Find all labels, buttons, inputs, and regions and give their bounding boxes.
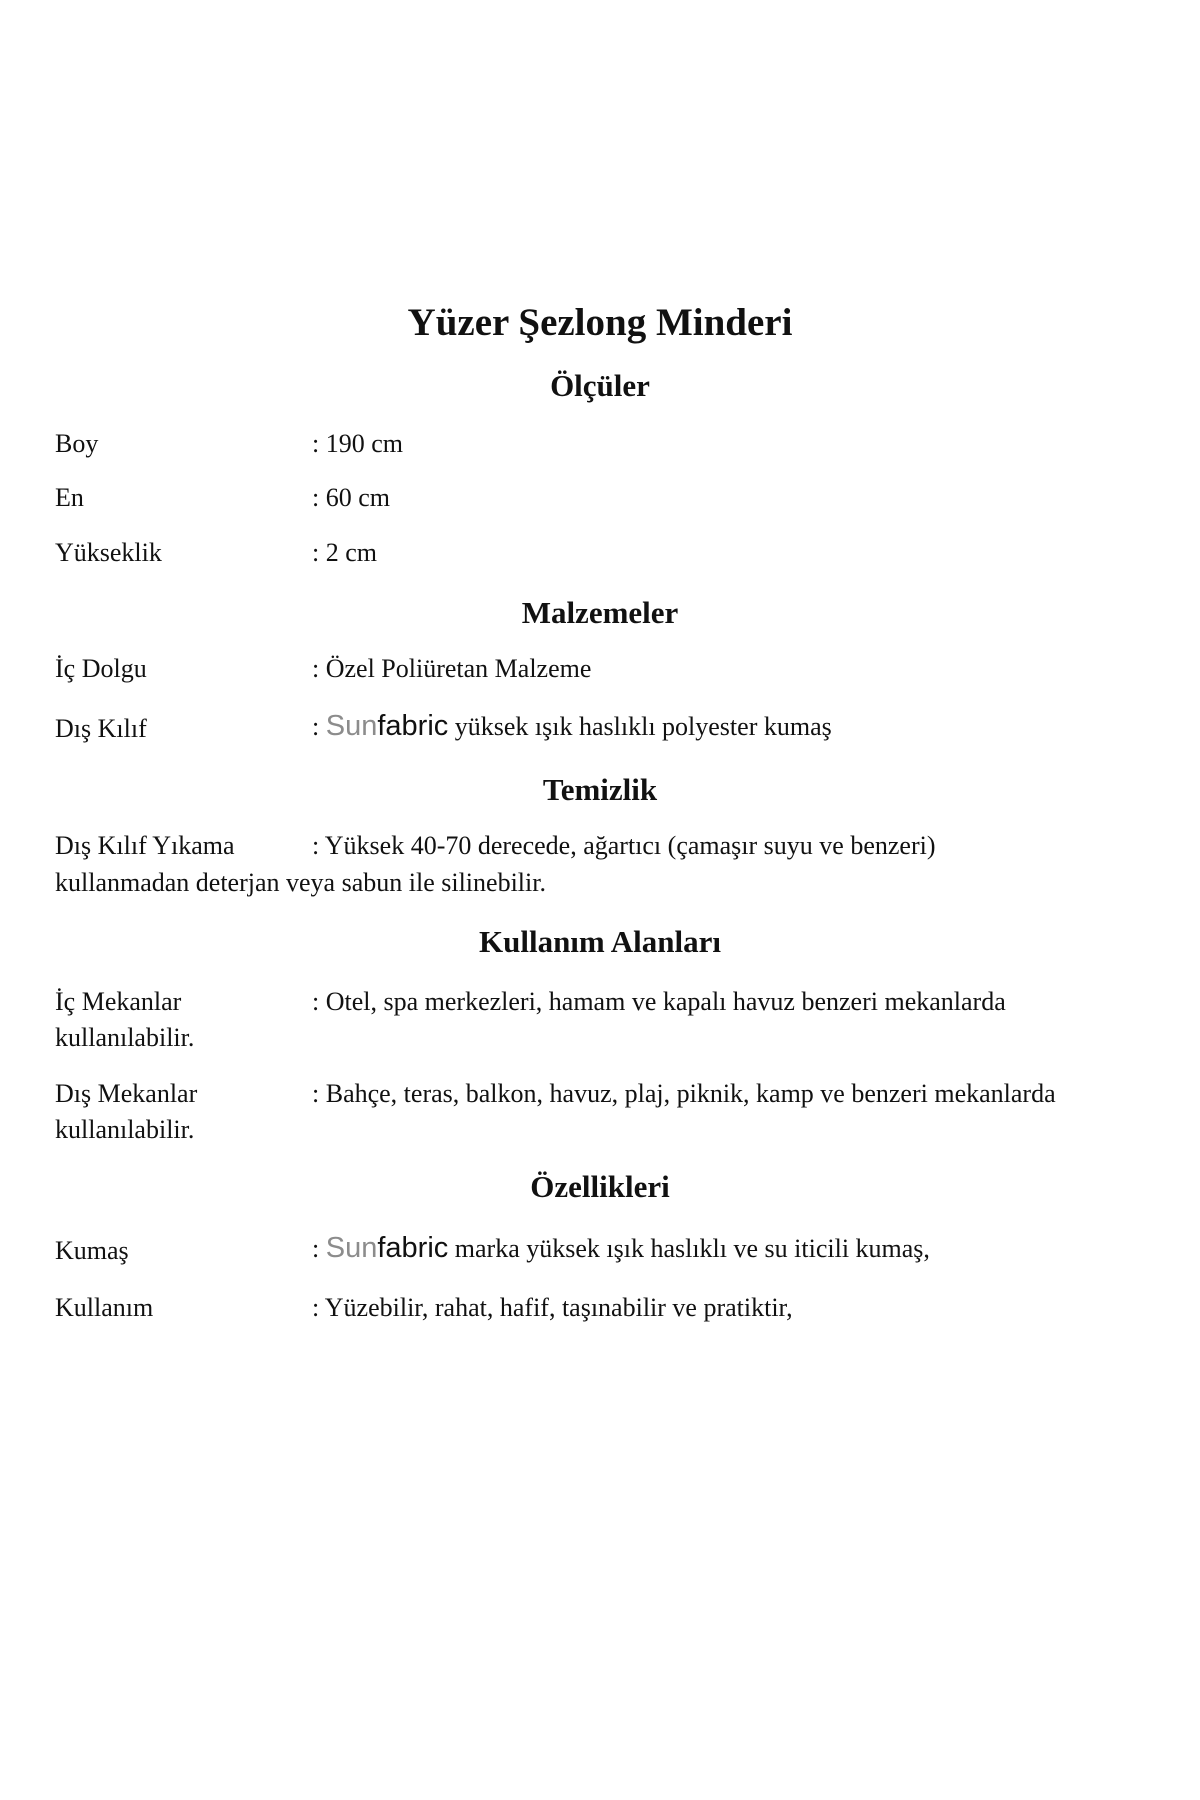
brand-sun-text: Sun xyxy=(325,1232,378,1264)
spec-label-outer-cover: Dış Kılıf xyxy=(55,714,147,743)
spec-label-width: En xyxy=(55,483,84,512)
spec-label-indoor: İç Mekanlar xyxy=(55,987,182,1016)
value-suffix: yüksek ışık haslıklı polyester kumaş xyxy=(448,712,832,741)
document-title: Yüzer Şezlong Minderi xyxy=(407,301,793,344)
value-suffix: marka yüksek ışık haslıklı ve su iticili kumaş, xyxy=(448,1234,930,1263)
spec-value-indoor-continuation: kullanılabilir. xyxy=(55,1023,195,1052)
section-heading-dimensions: Ölçüler xyxy=(550,368,650,403)
spec-value-length: : 190 cm xyxy=(312,429,403,458)
spec-value-inner-filling: : Özel Poliüretan Malzeme xyxy=(312,654,592,683)
spec-value-outdoor-continuation: kullanılabilir. xyxy=(55,1115,195,1144)
spec-value-width: : 60 cm xyxy=(312,483,390,512)
brand-sun-text: Sun xyxy=(325,710,378,742)
spec-value-outdoor: : Bahçe, teras, balkon, havuz, plaj, piknik, kamp ve benzeri mekanlarda xyxy=(312,1079,1056,1108)
brand-fabric-text: fabric xyxy=(377,1232,449,1264)
spec-label-cover-washing: Dış Kılıf Yıkama xyxy=(55,831,235,860)
spec-value-outer-cover xyxy=(312,708,832,746)
spec-label-outdoor: Dış Mekanlar xyxy=(55,1079,198,1108)
spec-label-height: Yükseklik xyxy=(55,538,162,567)
sunfabric-logo xyxy=(326,710,449,742)
spec-value-indoor: : Otel, spa merkezleri, hamam ve kapalı havuz benzeri mekanlarda xyxy=(312,987,1006,1016)
spec-value-height: : 2 cm xyxy=(312,538,377,567)
section-heading-usage-areas: Kullanım Alanları xyxy=(478,924,722,959)
spec-label-inner-filling: İç Dolgu xyxy=(55,654,147,683)
section-heading-features: Özellikleri xyxy=(530,1169,670,1204)
section-heading-cleaning: Temizlik xyxy=(542,772,658,807)
spec-label-length: Boy xyxy=(55,429,99,458)
spec-label-fabric: Kumaş xyxy=(55,1236,129,1265)
spec-value-cover-washing: : Yüksek 40-70 derecede, ağartıcı (çamaşır suyu ve benzeri) xyxy=(312,831,936,860)
spec-value-fabric xyxy=(312,1230,930,1268)
spec-value-usage: : Yüzebilir, rahat, hafif, taşınabilir ve pratiktir, xyxy=(312,1293,793,1322)
sunfabric-logo xyxy=(326,1232,449,1264)
value-prefix: : xyxy=(312,1234,326,1263)
value-prefix: : xyxy=(312,712,326,741)
brand-fabric-text: fabric xyxy=(377,710,449,742)
section-heading-materials: Malzemeler xyxy=(521,595,679,630)
spec-label-usage: Kullanım xyxy=(55,1293,154,1322)
spec-value-cover-washing-continuation: kullanmadan deterjan veya sabun ile silinebilir. xyxy=(55,868,546,897)
